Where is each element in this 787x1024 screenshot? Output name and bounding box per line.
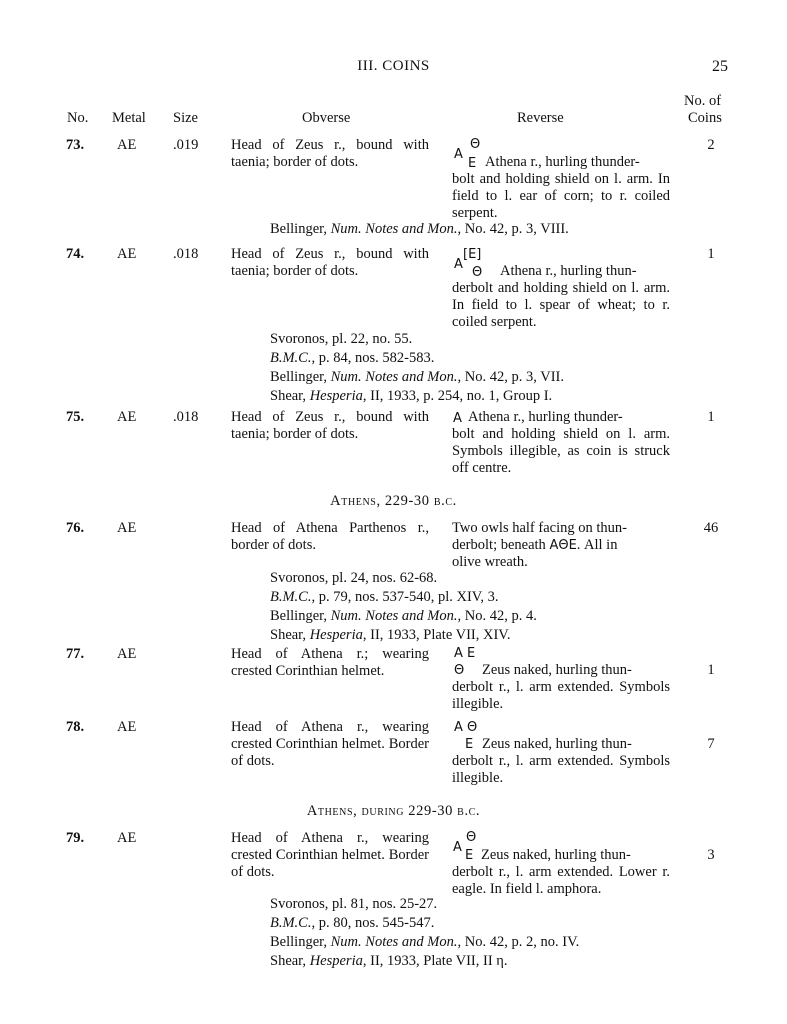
entry-metal: AE	[117, 830, 137, 846]
reference: B.M.C., p. 80, nos. 545-547.	[270, 915, 435, 931]
entry-reverse-first: Zeus naked, hurling thun-	[482, 662, 632, 678]
reference-list	[270, 220, 569, 239]
reverse-legend-bottom: Θ	[472, 265, 483, 280]
entry-number: 74.	[66, 246, 85, 262]
entry-coin-count: 1	[707, 662, 715, 678]
entry-reverse: derbolt r., l. arm extended. Symbols illegible.	[452, 679, 670, 712]
reference: Svoronos, pl. 22, no. 55.	[270, 331, 413, 347]
header-no: No.	[67, 110, 89, 126]
reverse-line: Two owls half facing on thun-	[452, 520, 627, 536]
reference: Svoronos, pl. 24, nos. 62-68.	[270, 570, 438, 586]
reverse-legend-top: Θ	[470, 137, 481, 152]
reverse-legend-left: A	[453, 411, 462, 426]
entry-metal: AE	[117, 719, 137, 735]
header-obverse: Obverse	[302, 110, 351, 126]
entry-reverse: derbolt r., l. arm extended. Symbols illegible.	[452, 753, 670, 786]
entry-metal: AE	[117, 137, 137, 153]
entry-coin-count: 46	[703, 520, 719, 536]
entry-obverse: Head of Athena r.; wearing crested Corinthian helmet.	[231, 646, 429, 679]
reverse-legend-top: A E	[454, 646, 476, 661]
header-coins-line1: No. of	[684, 93, 722, 109]
entry-number: 76.	[66, 520, 85, 536]
reference: Svoronos, pl. 81, nos. 25-27.	[270, 896, 438, 912]
entry-obverse: Head of Athena Parthenos r., border of dots.	[231, 520, 429, 553]
reverse-legend-top: [E]	[463, 247, 482, 262]
entry-reverse-first: Athena r., hurling thun-	[500, 263, 637, 279]
entry-coin-count: 1	[707, 409, 715, 425]
reference: Shear, Hesperia, II, 1933, p. 254, no. 1, Group I.	[270, 388, 553, 404]
entry-reverse: derbolt r., l. arm extended. Lower r. eagle. In field l. amphora.	[452, 864, 670, 897]
reference: Bellinger, Num. Notes and Mon., No. 42, p. 3, VII.	[270, 369, 564, 385]
entry-number: 78.	[66, 719, 85, 735]
reverse-legend-left: A	[454, 147, 463, 162]
entry-reverse: derbolt and holding shield on l. arm. In field to l. spear of wheat; to r. coiled serpent.	[452, 280, 670, 330]
header-reverse: Reverse	[517, 110, 564, 126]
reference: Shear, Hesperia, II, 1933, Plate VII, XIV.	[270, 627, 511, 643]
entry-reverse-first: Athena r., hurling thunder-	[485, 154, 640, 170]
reverse-line: derbolt; beneath ΑΘΕ. All in	[452, 537, 618, 553]
entry-number: 77.	[66, 646, 85, 662]
entry-metal: AE	[117, 409, 137, 425]
header-metal: Metal	[112, 110, 146, 126]
reference-list	[270, 330, 564, 406]
reverse-legend-left: A	[453, 840, 462, 855]
reference: Bellinger, Num. Notes and Mon., No. 42, p. 3, VIII.	[270, 221, 569, 237]
running-title: III. COINS	[357, 58, 430, 74]
entry-coin-count: 3	[707, 847, 715, 863]
entry-reverse-first: Zeus naked, hurling thun-	[481, 847, 631, 863]
reference-list	[270, 569, 537, 645]
entry-obverse: Head of Athena r., wearing crested Corinthian helmet. Border of dots.	[231, 830, 429, 880]
entry-metal: AE	[117, 646, 137, 662]
entry-size: .018	[173, 409, 199, 425]
reverse-legend: ΑΘΕ	[549, 538, 577, 553]
reference-list	[270, 895, 579, 971]
section-heading: Athens, 229-30 b.c.	[330, 493, 457, 509]
entry-obverse: Head of Athena r., wearing crested Corinthian helmet. Border of dots.	[231, 719, 429, 769]
entry-reverse: bolt and holding shield on l. arm. In field to l. ear of corn; to r. coiled serpent.	[452, 171, 670, 221]
reverse-legend-bottom: E	[465, 848, 474, 863]
reverse-legend-bottom: E	[468, 156, 477, 171]
entry-reverse-first: Zeus naked, hurling thun-	[482, 736, 632, 752]
entry-reverse	[452, 520, 670, 571]
reference: Bellinger, Num. Notes and Mon., No. 42, p. 2, no. IV.	[270, 934, 580, 950]
section-heading: Athens, during 229-30 b.c.	[306, 803, 481, 819]
reference: Shear, Hesperia, II, 1933, Plate VII, II η.	[270, 953, 508, 969]
reverse-legend-bottom: E	[465, 737, 474, 752]
entry-coin-count: 7	[707, 736, 715, 752]
entry-coin-count: 1	[707, 246, 715, 262]
entry-coin-count: 2	[707, 137, 715, 153]
entry-metal: AE	[117, 246, 137, 262]
entry-reverse-first: Athena r., hurling thunder-	[468, 409, 623, 425]
entry-number: 79.	[66, 830, 85, 846]
entry-obverse: Head of Zeus r., bound with taenia; border of dots.	[231, 137, 429, 170]
entry-size: .018	[173, 246, 199, 262]
entry-reverse: bolt and holding shield on l. arm. Symbols illegible, as coin is struck off centre.	[452, 426, 670, 476]
reverse-legend-left: Θ	[454, 663, 465, 678]
header-size: Size	[173, 110, 198, 126]
reverse-legend-top: Θ	[466, 830, 477, 845]
reverse-line: olive wreath.	[452, 554, 528, 570]
reference: B.M.C., p. 79, nos. 537-540, pl. XIV, 3.	[270, 589, 499, 605]
entry-number: 75.	[66, 409, 85, 425]
header-coins-line2: Coins	[688, 110, 722, 126]
reverse-legend-left: A	[454, 257, 463, 272]
entry-metal: AE	[117, 520, 137, 536]
entry-size: .019	[173, 137, 199, 153]
page-number: 25	[712, 58, 728, 75]
entry-obverse: Head of Zeus r., bound with taenia; border of dots.	[231, 409, 429, 442]
reference: Bellinger, Num. Notes and Mon., No. 42, p. 4.	[270, 608, 537, 624]
reference: B.M.C., p. 84, nos. 582-583.	[270, 350, 435, 366]
reverse-legend-top: A Θ	[454, 720, 478, 735]
entry-obverse: Head of Zeus r., bound with taenia; border of dots.	[231, 246, 429, 279]
entry-number: 73.	[66, 137, 85, 153]
